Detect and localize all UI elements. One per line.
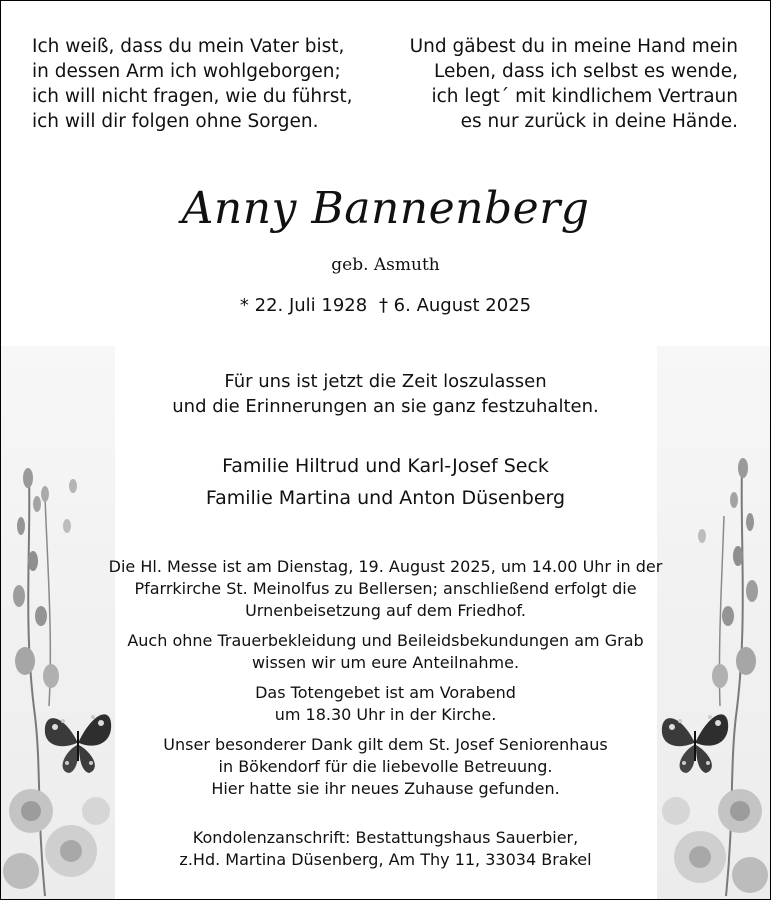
- poem-line: Und gäbest du in meine Hand mein: [409, 36, 738, 57]
- poem-line: in dessen Arm ich wohlgeborgen;: [32, 61, 341, 82]
- thanks-line: Hier hatte sie ihr neues Zuhause gefunden.: [211, 779, 560, 798]
- families: [1, 450, 770, 514]
- farewell-text: [1, 369, 770, 419]
- birth-date: * 22. Juli 1928: [239, 295, 368, 316]
- condolence-line: z.Hd. Martina Düsenberg, Am Thy 11, 33034 Brakel: [179, 850, 592, 869]
- family-line: Familie Hiltrud und Karl-Josef Seck: [222, 455, 549, 477]
- notices: [1, 556, 770, 800]
- poem-line: ich will dir folgen ohne Sorgen.: [32, 111, 319, 132]
- poem-line: Leben, dass ich selbst es wende,: [434, 61, 738, 82]
- condolence-line: Kondolenzanschrift: Bestattungshaus Sauerbier,: [192, 828, 579, 847]
- farewell-line: und die Erinnerungen an sie ganz festzuhalten.: [172, 396, 599, 417]
- poem-line: ich will nicht fragen, wie du führst,: [32, 86, 353, 107]
- deceased-name: Anny Bannenberg: [181, 183, 590, 234]
- poem-line: es nur zurück in deine Hände.: [460, 111, 738, 132]
- life-dates: [1, 295, 770, 316]
- farewell-line: Für uns ist jetzt die Zeit loszulassen: [224, 371, 547, 392]
- condolence-address: [1, 827, 770, 871]
- prayer-line: um 18.30 Uhr in der Kirche.: [274, 705, 497, 724]
- poem-right: [410, 34, 738, 134]
- thanks-line: in Bökendorf für die liebevolle Betreuung.: [218, 757, 553, 776]
- death-date: † 6. August 2025: [378, 295, 532, 316]
- poem-line: Ich weiß, dass du mein Vater bist,: [32, 36, 345, 57]
- thanks-line: Unser besonderer Dank gilt dem St. Josef Seniorenhaus: [163, 735, 608, 754]
- mourning-line: Auch ohne Trauerbekleidung und Beileidsbekundungen am Grab: [127, 631, 644, 650]
- mourning-line: wissen wir um eure Anteilnahme.: [251, 653, 520, 672]
- birth-name: geb. Asmuth: [331, 255, 440, 275]
- mass-line: Pfarrkirche St. Meinolfus zu Bellersen; anschließend erfolgt die: [134, 579, 637, 598]
- poem-line: ich legt´ mit kindlichem Vertraun: [431, 86, 738, 107]
- poem-left: [32, 34, 353, 134]
- prayer-line: Das Totengebet ist am Vorabend: [255, 683, 516, 702]
- mass-line: Die Hl. Messe ist am Dienstag, 19. August 2025, um 14.00 Uhr in der: [108, 557, 663, 576]
- family-line: Familie Martina und Anton Düsenberg: [205, 487, 566, 509]
- mass-line: Urnenbeisetzung auf dem Friedhof.: [245, 601, 526, 620]
